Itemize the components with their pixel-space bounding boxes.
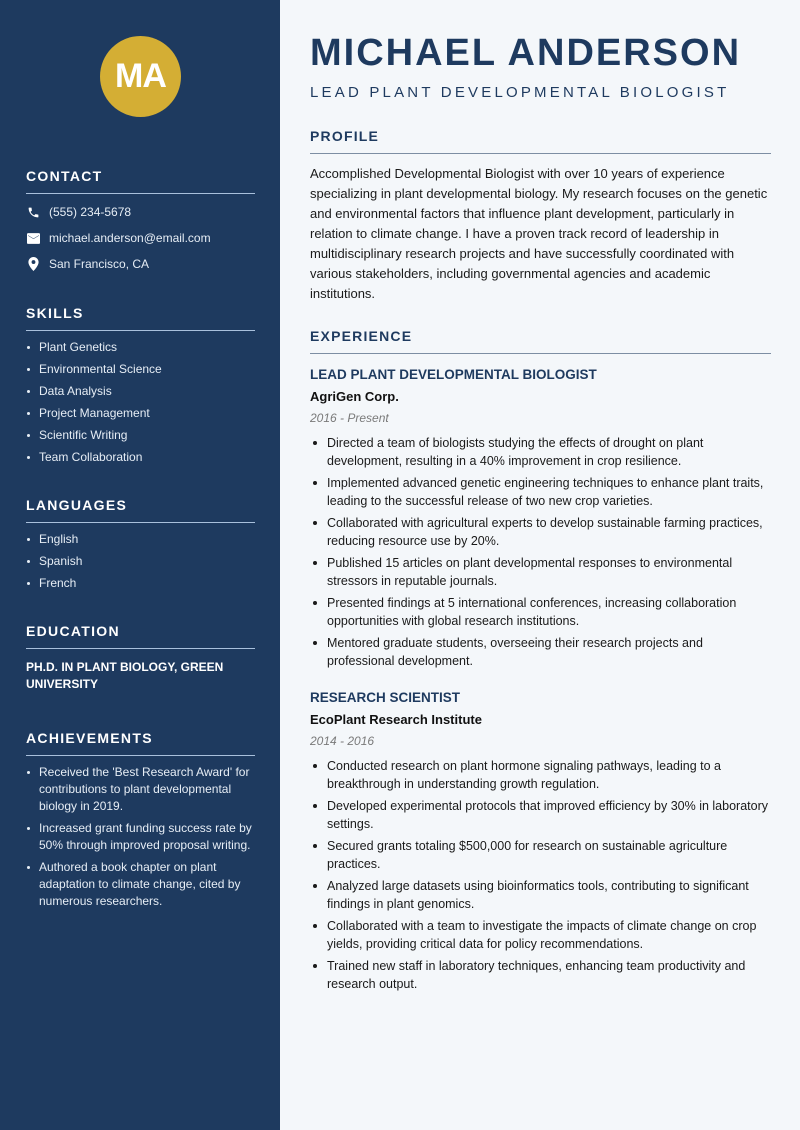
profile-heading: PROFILE (310, 128, 771, 154)
skill-item: Plant Genetics (26, 339, 255, 356)
job-bullet: Mentored graduate students, overseeing their research projects and professional development. (310, 634, 771, 670)
achievements-heading: ACHIEVEMENTS (26, 730, 255, 756)
contact-phone[interactable] (26, 199, 255, 225)
achievement-item: Received the 'Best Research Award' for contributions to plant developmental biology in 2019. (26, 764, 255, 815)
avatar-initials: MA (115, 57, 166, 95)
contact-heading: CONTACT (26, 168, 255, 194)
language-item: English (26, 531, 255, 548)
education-degree: PH.D. IN PLANT BIOLOGY, GREEN UNIVERSITY (26, 660, 224, 691)
job-bullet: Developed experimental protocols that improved efficiency by 30% in laboratory settings. (310, 797, 771, 833)
skill-item: Scientific Writing (26, 427, 255, 444)
profile-text: Accomplished Developmental Biologist with over 10 years of experience specializing in plant developmental biology. My research focuses on the genetic and environmental factors that influence plant development, particularly in relation to climate change. I have a proven track record of leadership in multidisciplinary research projects and have successfully coordinated with various stakeholders, including governmental agencies and academic institutions. (310, 166, 768, 301)
job-entry (310, 366, 771, 674)
job-bullet: Directed a team of biologists studying the effects of drought on plant development, resulting in a 40% improvement in crop resilience. (310, 434, 771, 470)
achievements-list (26, 764, 255, 910)
skills-list (26, 339, 255, 466)
job-company: AgriGen Corp. (310, 389, 399, 404)
languages-section (26, 497, 255, 597)
skills-heading: SKILLS (26, 305, 255, 331)
email-icon (26, 231, 40, 245)
language-item: French (26, 575, 255, 592)
skill-item: Data Analysis (26, 383, 255, 400)
skill-item: Environmental Science (26, 361, 255, 378)
skill-item: Project Management (26, 405, 255, 422)
languages-heading: LANGUAGES (26, 497, 255, 523)
job-title: LEAD PLANT DEVELOPMENTAL BIOLOGIST (310, 367, 597, 382)
candidate-name: MICHAEL ANDERSON (310, 32, 742, 74)
location-pin-icon (26, 257, 40, 271)
job-bullets (310, 434, 771, 670)
job-title: RESEARCH SCIENTIST (310, 690, 461, 705)
contact-location (26, 251, 255, 277)
job-dates: 2016 - Present (310, 411, 389, 425)
languages-list (26, 531, 255, 592)
phone-icon (26, 205, 40, 219)
job-bullet: Collaborated with agricultural experts to develop sustainable farming practices, reducing resource use by 20%. (310, 514, 771, 550)
experience-heading: EXPERIENCE (310, 328, 771, 354)
job-bullet: Implemented advanced genetic engineering techniques to enhance plant traits, leading to the successful release of two new crop varieties. (310, 474, 771, 510)
achievements-section (26, 730, 255, 915)
contact-email[interactable] (26, 225, 255, 251)
job-bullet: Presented findings at 5 international conferences, increasing collaboration opportunities with global research institutions. (310, 594, 771, 630)
education-heading: EDUCATION (26, 623, 255, 649)
skill-item: Team Collaboration (26, 449, 255, 466)
job-bullet: Collaborated with a team to investigate the impacts of climate change on crop yields, providing critical data for policy recommendations. (310, 917, 771, 953)
language-item: Spanish (26, 553, 255, 570)
phone-text: (555) 234-5678 (49, 205, 132, 219)
job-bullet: Trained new staff in laboratory techniques, enhancing team productivity and research output. (310, 957, 771, 993)
job-entry (310, 689, 771, 997)
sidebar (0, 0, 280, 1130)
job-dates: 2014 - 2016 (310, 734, 375, 748)
email-text: michael.anderson@email.com (49, 231, 211, 245)
job-company: EcoPlant Research Institute (310, 712, 482, 727)
achievement-item: Increased grant funding success rate by 50% through improved proposal writing. (26, 820, 255, 854)
job-bullet: Conducted research on plant hormone signaling pathways, leading to a breakthrough in understanding growth regulation. (310, 757, 771, 793)
job-bullet: Secured grants totaling $500,000 for research on sustainable agriculture practices. (310, 837, 771, 873)
job-bullet: Analyzed large datasets using bioinformatics tools, contributing to significant findings in plant genomics. (310, 877, 771, 913)
avatar (100, 36, 181, 117)
location-text: San Francisco, CA (49, 257, 150, 271)
education-section (26, 623, 255, 693)
job-bullets (310, 757, 771, 993)
achievement-item: Authored a book chapter on plant adaptation to climate change, cited by numerous researchers. (26, 859, 255, 910)
contact-section (26, 168, 255, 277)
candidate-title: LEAD PLANT DEVELOPMENTAL BIOLOGIST (310, 84, 730, 101)
job-bullet: Published 15 articles on plant developmental responses to environmental stressors in reputable journals. (310, 554, 771, 590)
skills-section (26, 305, 255, 471)
